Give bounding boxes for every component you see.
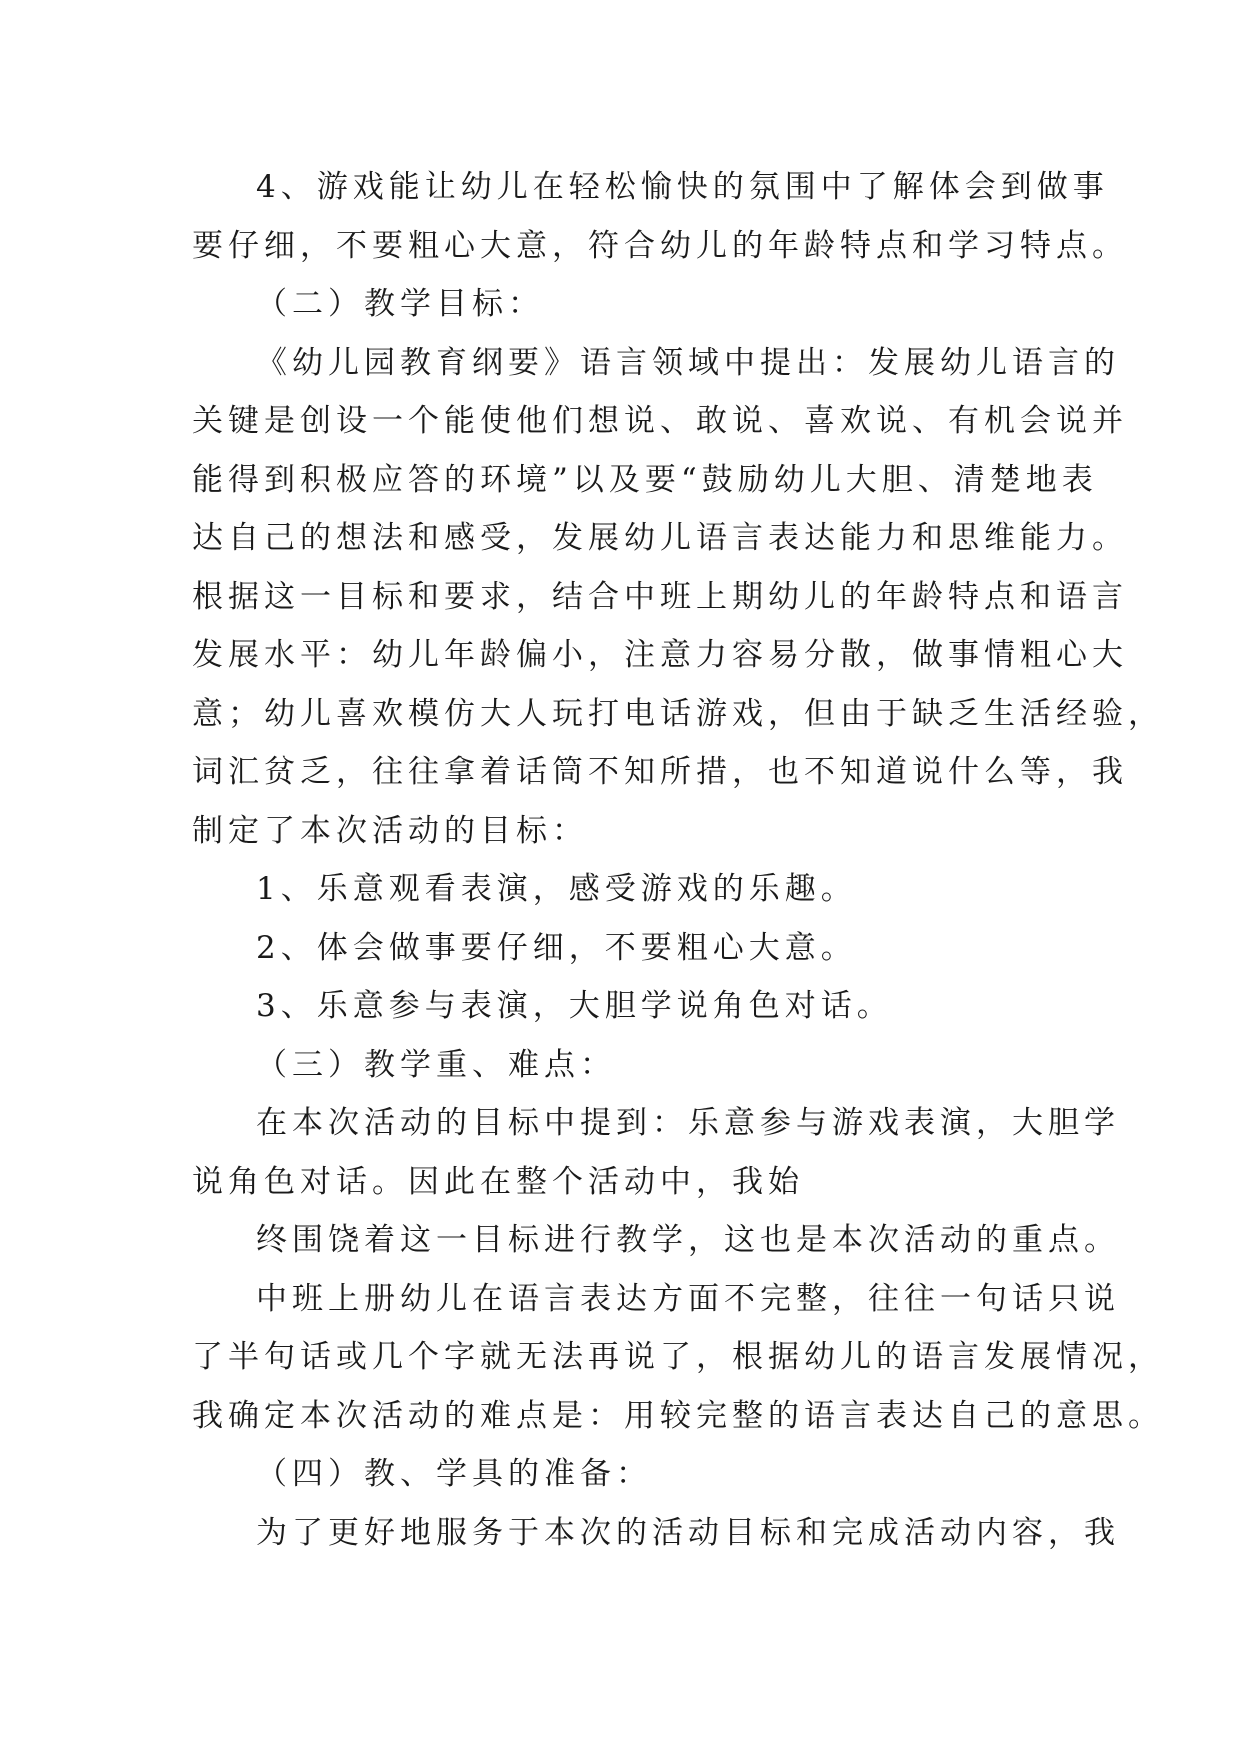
paragraph-line: 能得到积极应答的环境”以及要“鼓励幼儿大胆、清楚地表 (192, 461, 1098, 498)
section-heading: （四）教、学具的准备： (256, 1456, 652, 1492)
paragraph-line: 终围饶着这一目标进行教学，这也是本次活动的重点。 (256, 1222, 1120, 1258)
paragraph-line: 根据这一目标和要求，结合中班上期幼儿的年龄特点和语言 (192, 578, 1128, 615)
paragraph-line: 制定了本次活动的目标： (192, 812, 588, 849)
list-item: 2、体会做事要仔细，不要粗心大意。 (256, 929, 857, 966)
section-heading: （三）教学重、难点： (256, 1046, 616, 1083)
list-item: 3、乐意参与表演，大胆学说角色对话。 (256, 988, 893, 1024)
paragraph-line: 说角色对话。因此在整个活动中，我始 (192, 1163, 804, 1200)
paragraph-line: 我确定本次活动的难点是：用较完整的语言表达自己的意思。 (192, 1397, 1164, 1434)
paragraph-line: 了半句话或几个字就无法再说了，根据幼儿的语言发展情况， (192, 1339, 1164, 1375)
paragraph-line: 意；幼儿喜欢模仿大人玩打电话游戏，但由于缺乏生活经验， (192, 695, 1164, 732)
paragraph-line: 要仔细，不要粗心大意，符合幼儿的年龄特点和学习特点。 (192, 227, 1128, 264)
paragraph-line: 为了更好地服务于本次的活动目标和完成活动内容，我 (256, 1514, 1120, 1551)
document-body (192, 158, 1164, 1562)
paragraph-line: 发展水平：幼儿年龄偏小，注意力容易分散，做事情粗心大 (192, 637, 1128, 673)
paragraph-line: 4、游戏能让幼儿在轻松愉快的氛围中了解体会到做事 (256, 169, 1109, 205)
paragraph-line: 在本次活动的目标中提到：乐意参与游戏表演，大胆学 (256, 1105, 1120, 1141)
paragraph-line: 达自己的想法和感受，发展幼儿语言表达能力和思维能力。 (192, 520, 1128, 556)
section-heading: （二）教学目标： (256, 286, 544, 322)
paragraph-line: 《幼儿园教育纲要》语言领域中提出：发展幼儿语言的 (256, 344, 1120, 381)
paragraph-line: 词汇贫乏，往往拿着话筒不知所措，也不知道说什么等，我 (192, 754, 1128, 790)
paragraph-line: 关键是创设一个能使他们想说、敢说、喜欢说、有机会说并 (192, 403, 1128, 439)
list-item: 1、乐意观看表演，感受游戏的乐趣。 (256, 871, 857, 907)
paragraph-line: 中班上册幼儿在语言表达方面不完整，往往一句话只说 (256, 1280, 1120, 1317)
